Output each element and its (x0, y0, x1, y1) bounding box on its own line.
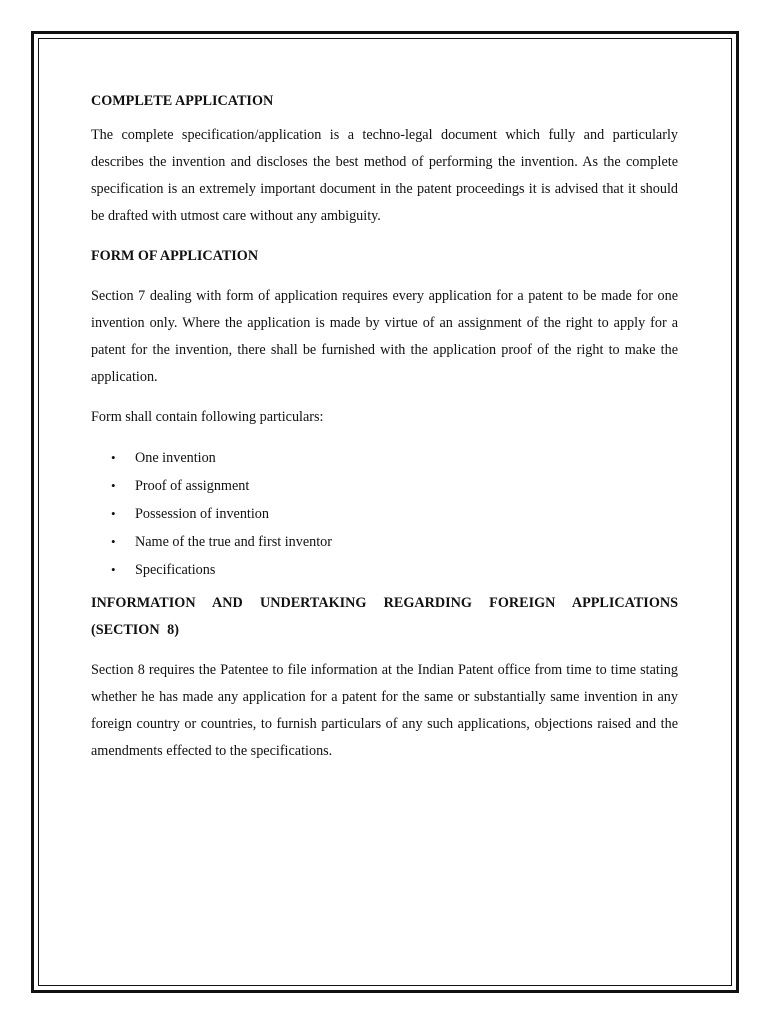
bullet-icon: • (111, 478, 116, 493)
bullet-icon: • (111, 450, 116, 465)
bullet-icon: • (111, 562, 116, 577)
bullet-icon: • (111, 506, 116, 521)
section-heading-foreign-applications: INFORMATION AND UNDERTAKING REGARDING FOREIGN APPLICATIONS (SECTION 8) (91, 595, 678, 638)
list-item (91, 444, 678, 472)
list-item (91, 472, 678, 500)
list-item-label: Name of the true and first inventor (135, 534, 332, 550)
list-intro: Form shall contain following particulars: (91, 409, 324, 425)
section-paragraph-form-of-application: Section 7 dealing with form of application requires every application for a patent to be made for one invention only. Where the application is made by virtue of an assignment of the right to apply for a patent for the invention, there shall be furnished with the application proof of the right to make the application. (91, 288, 678, 385)
bullet-icon: • (111, 534, 116, 549)
list-item-label: One invention (135, 450, 216, 466)
section-paragraph-foreign-applications: Section 8 requires the Patentee to file information at the Indian Patent office from time to time stating whether he has made any application for a patent for the same or substantially same invention in any foreign country or countries, to furnish particulars of any such applications, objections raised and the amendments effected to the specifications. (91, 662, 678, 759)
section-heading-complete-application: COMPLETE APPLICATION (91, 93, 274, 109)
list-item-label: Proof of assignment (135, 478, 250, 494)
section-paragraph-complete-application: The complete specification/application is a techno-legal document which fully and particularly describes the invention and discloses the best method of performing the invention. As the complete specification is an extremely important document in the patent proceedings it is advised that it should be drafted with utmost care without any ambiguity. (91, 127, 678, 224)
particulars-list (91, 444, 678, 584)
document-body (91, 88, 678, 778)
list-item (91, 500, 678, 528)
list-item (91, 556, 678, 584)
list-item (91, 528, 678, 556)
section-heading-form-of-application: FORM OF APPLICATION (91, 248, 259, 264)
list-item-label: Specifications (135, 562, 216, 578)
list-item-label: Possession of invention (135, 506, 269, 522)
